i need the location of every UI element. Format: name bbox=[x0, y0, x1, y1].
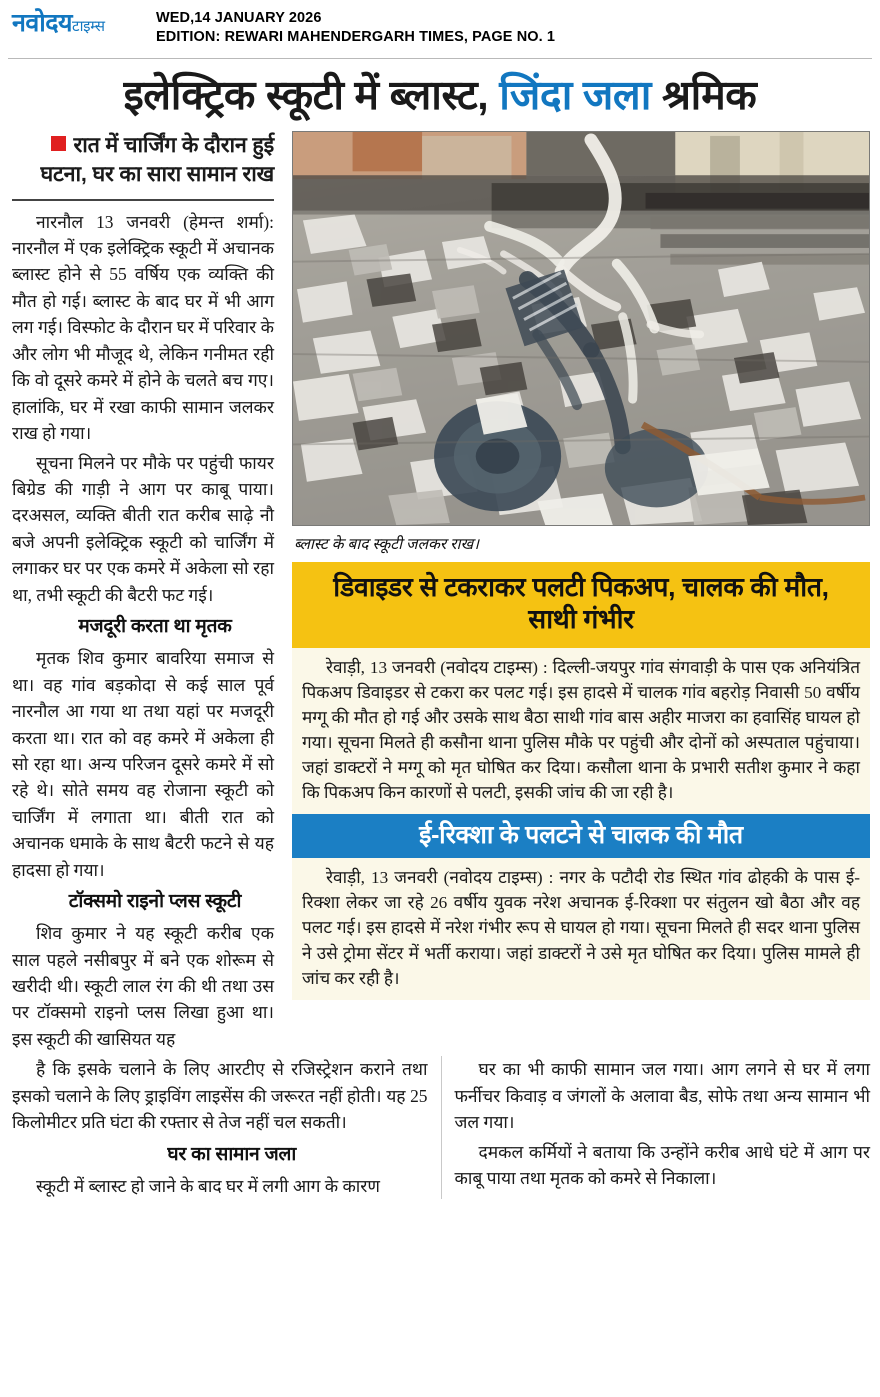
paragraph: सूचना मिलने पर मौके पर पहुंची फायर बिग्रेड की गाड़ी ने आग पर काबू पाया। दरअसल, व्यक्ति बीती रात करीब साढ़े नौ बजे अपनी इलेक्ट्रिक स्कूटी को चार्जिंग में लगाकर घर पर एक कमरे में अकेला सो रहा था, तभी स्कूटी की बैटरी फट गई। bbox=[12, 452, 274, 605]
story-subheading: टॉक्समो राइनो प्लस स्कूटी bbox=[68, 891, 242, 913]
yellow-story-body-container bbox=[292, 648, 870, 815]
main-headline bbox=[12, 73, 868, 119]
blue-story-title: ई-रिक्शा के पलटने से चालक की मौत bbox=[419, 821, 743, 850]
bottom-col1-body bbox=[12, 1056, 428, 1199]
paragraph: स्कूटी में ब्लास्ट हो जाने के बाद घर में लगी आग के कारण bbox=[36, 1175, 380, 1196]
yellow-headline-box bbox=[292, 562, 870, 648]
photo-caption: ब्लास्ट के बाद स्कूटी जलकर राख। bbox=[294, 535, 480, 553]
paragraph: है कि इसके चलाने के लिए आरटीए से रजिस्ट्रेशन कराने तथा इसको चलाने के लिए ड्राइविंग लाइसेंस की जरूरत नहीं होती। यह 25 किलोमीटर प्रति घंटा की रफ्तार से तेज नहीं चल सकती। bbox=[12, 1059, 428, 1133]
paragraph: शिव कुमार ने यह स्कूटी करीब एक साल पहले नसीबपुर में बने एक शोरूम से खरीदी थी। स्कूटी लाल रंग की थी तथा उस पर टॉक्समो राइनो प्लस लिखा हुआ था। इस स्कूटी की खासियत यह bbox=[12, 923, 274, 1049]
story-subheading: मजदूरी करता था मृतक bbox=[78, 616, 232, 638]
headline-part-3: श्रमिक bbox=[650, 72, 757, 118]
headline-part-1: इलेक्ट्रिक स्कूटी में ब्लास्ट, bbox=[123, 72, 489, 118]
sub-headline-text: रात में चार्जिंग के दौरान हुई घटना, घर का सारा सामान राख bbox=[40, 132, 274, 186]
paragraph: मृतक शिव कुमार बावरिया समाज से था। वह गांव बड़कोदा से कई साल पूर्व नारनौल आ गया था तथा यहां पर मजदूरी करता था। रात को वह कमरे में अकेला ही सो रहा था। अन्य परिजन दूसरे कमरे में सो रहे थे। सोते समय वह रोजाना स्कूटी को चार्जिंग में लगाता था। बीती रात को अचानक धमाके के साथ बैटरी फटने से यह हादसा हो गया। bbox=[12, 648, 274, 880]
newspaper-logo[interactable] bbox=[12, 9, 146, 36]
paragraph: नारनौल 13 जनवरी (हेमन्त शर्मा): नारनौल में एक इलेक्ट्रिक स्कूटी में अचानक ब्लास्ट होने से 55 वर्षिय एक व्यक्ति की मौत हो गई। ब्लास्ट के बाद घर में भी आग लग गई। विस्फोट के दौरान घर में परिवार के और लोग भी मौजूद थे, लेकिन गनीमत रही कि वो दूसरे कमरे में होने के चलते बच गए। हालांकि, घर में रखा काफी सामान जलकर राख हो गया। bbox=[12, 211, 274, 444]
photo-graphic bbox=[293, 132, 869, 525]
headline-part-highlight: जिंदा जला bbox=[488, 72, 651, 118]
paragraph: दमकल कर्मियों ने बताया कि उन्होंने करीब आधे घंटे में आग पर काबू पाया तथा मृतक को कमरे से निकाला। bbox=[454, 1141, 870, 1189]
masthead bbox=[0, 0, 880, 58]
bullet-square-icon bbox=[51, 136, 66, 151]
logo-main-text: नवोदय bbox=[12, 9, 73, 37]
bottom-section bbox=[0, 1052, 880, 1205]
bottom-column-1 bbox=[12, 1056, 441, 1199]
main-headline-container bbox=[0, 59, 880, 123]
paragraph: घर का भी काफी सामान जल गया। आग लगने से घर में लगा फर्नीचर किवाड़ व जंगलों के अलावा बैड, सोफे तथा अन्य सामान भी जल गया। bbox=[454, 1059, 870, 1133]
logo-sub-text: टाइम्स bbox=[72, 18, 105, 35]
yellow-story-title: डिवाइडर से टकराकर पलटी पिकअप, चालक की मौत, साथी गंभीर bbox=[333, 571, 829, 635]
sub-headline-divider bbox=[12, 199, 274, 201]
right-column bbox=[284, 131, 870, 1052]
story-subheading: घर का सामान जला bbox=[167, 1143, 297, 1165]
top-section bbox=[0, 123, 880, 1052]
news-photo bbox=[292, 131, 870, 526]
sub-headline bbox=[12, 131, 274, 193]
bottom-column-2 bbox=[441, 1056, 871, 1199]
bottom-col2-body bbox=[455, 1056, 871, 1191]
publication-date: WED,14 JANUARY 2026 bbox=[156, 10, 322, 26]
blue-story-body bbox=[302, 865, 860, 991]
yellow-story-body bbox=[302, 655, 860, 806]
edition-page-line: EDITION: REWARI MAHENDERGARH TIMES, PAGE NO. 1 bbox=[156, 29, 556, 46]
left-column bbox=[12, 131, 284, 1052]
edition-info bbox=[146, 9, 555, 48]
paragraph: रेवाड़ी, 13 जनवरी (नवोदय टाइम्स) : दिल्ली-जयपुर गांव संगवाड़ी के पास एक अनियंत्रित पिकअप डिवाइडर से टकरा कर पलट गई। इस हादसे में चालक गांव बहरोड़ निवासी 50 वर्षीय मग्गू की मौत हो गई और उसके साथ बैठा साथी गांव बास अहीर माजरा का हवासिंह घायल हो गया। सूचना मिलते ही कसौना थाना पुलिस मौके पर पहुंची और दोनों को अस्पताल पहुंचाया। जहां डाक्टरों ने मग्गू को मृत घोषित कर दिया। कसौला थाना के प्रभारी सतीश कुमार ने कहा कि पिकअप किन कारणों से पलटी, इसकी जांच की जा रही है। bbox=[302, 657, 860, 803]
paragraph: रेवाड़ी, 13 जनवरी (नवोदय टाइम्स) : नगर के पटौदी रोड स्थित गांव ढोहकी के पास ई-रिक्शा लेकर जा रहे 26 वर्षीय युवक नरेश अचानक ई-रिक्शा पर संतुलन खो बैठा और वह पलट गई। इस हादसे में नरेश गंभीर रूप से घायल हो गया। सूचना मिलते ही सदर थाना पुलिस ने उसे ट्रोमा सेंटर में भर्ती कराया। जहां डाक्टरों ने उसे मृत घोषित कर दिया। पुलिस मामले ही जांच कर रही है। bbox=[302, 868, 860, 988]
blue-story-body-container bbox=[292, 858, 870, 1000]
lead-story-body bbox=[12, 209, 274, 1053]
blue-headline-box bbox=[292, 814, 870, 858]
